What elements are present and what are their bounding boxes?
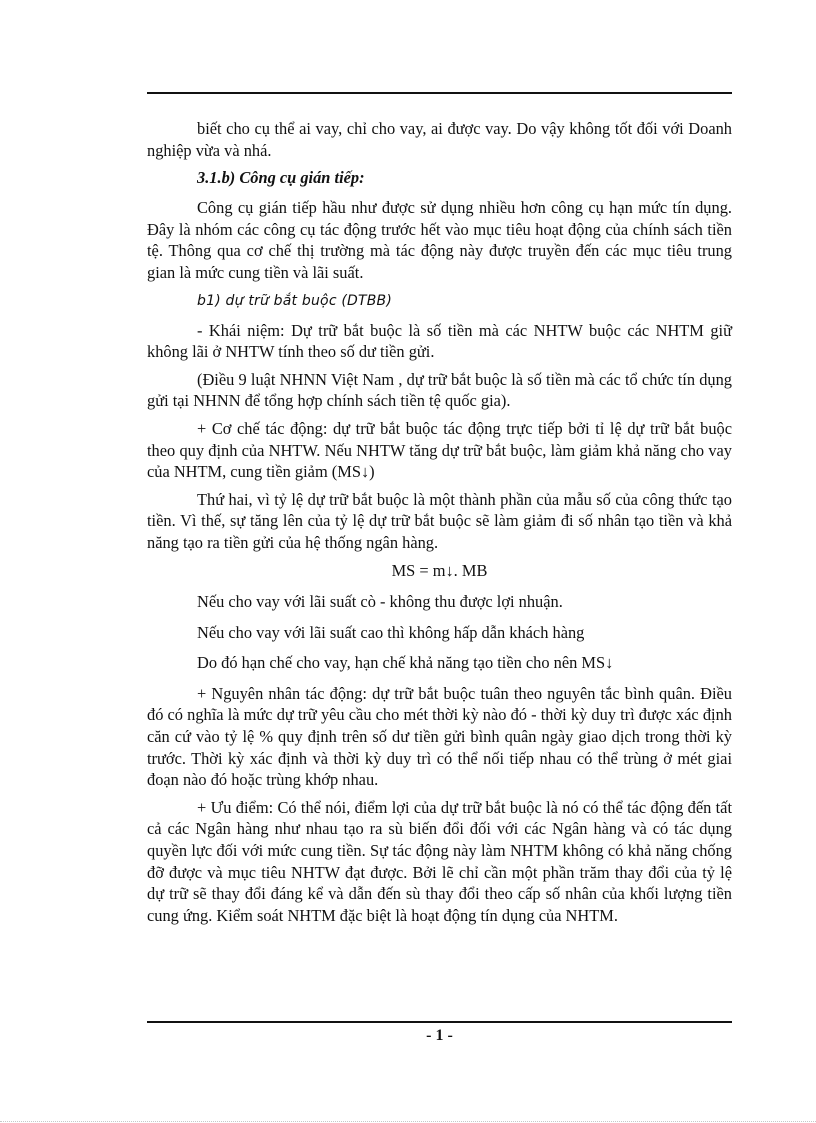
page-edge-divider xyxy=(0,1121,816,1122)
paragraph-advantages: + Ưu điểm: Có thể nói, điểm lợi của dự trữ bắt buộc là nó có thể tác động đến tất cả các Ngân hàng như nhau tạo ra sù biến đổi đối với các Ngân hàng và có tác dụng quyền lực đối với mức cung tiền. Sự tác động này làm NHTM không có khả năng chống đỡ được và mục tiêu NHTW đạt được. Bởi lẽ chỉ cần một phần trăm thay đổi của tỷ lệ dự trữ sẽ thay đổi đáng kể và dẫn đến sù thay đổi theo cấp số nhân của khối lượng tiền cung ứng. Kiểm soát NHTM đặc biệt là hoạt động tín dụng của NHTM. xyxy=(147,797,732,925)
paragraph-mechanism: + Cơ chế tác động: dự trữ bắt buộc tác động trực tiếp bởi tỉ lệ dự trữ bắt buộc theo quy định của NHTW. Nếu NHTW tăng dự trữ bắt buộc, làm giảm khả năng cho vay của NHTM, cung tiền giảm (MS↓) xyxy=(147,418,732,482)
paragraph-high-rate: Nếu cho vay với lãi suất cao thì không hấp dẫn khách hàng xyxy=(197,622,585,642)
section-heading: 3.1.b) Công cụ gián tiếp: xyxy=(197,168,365,188)
paragraph-conclusion: Do đó hạn chế cho vay, hạn chế khả năng tạo tiền cho nên MS↓ xyxy=(197,653,614,673)
paragraph-law-reference: (Điều 9 luật NHNN Việt Nam , dự trữ bắt buộc là số tiền mà các tổ chức tín dụng gửi tại NHNN để tổng hợp chính sách tiền tệ quốc gia). xyxy=(147,369,732,411)
paragraph-definition: - Khái niệm: Dự trữ bắt buộc là số tiền mà các NHTW buộc các NHTM giữ không lãi ở NHTW tính theo số dư tiền gửi. xyxy=(147,320,732,362)
page-body xyxy=(147,118,732,932)
paragraph-continuation: biết cho cụ thể ai vay, chỉ cho vay, ai được vay. Do vậy không tốt đối với Doanh nghiệp vừa và nhá. xyxy=(147,119,732,160)
header-rule xyxy=(147,92,732,94)
paragraph-second-point: Thứ hai, vì tỷ lệ dự trữ bắt buộc là một thành phần của mẫu số của công thức tạo tiền. Vì thế, sự tăng lên của tỷ lệ dự trữ bắt buộc sẽ làm giảm đi số nhân tạo tiền và khả năng tạo ra tiền gửi của hệ thống ngân hàng. xyxy=(147,489,732,552)
footer-rule xyxy=(147,1021,732,1023)
subsection-heading: b1) dự trữ bắt buộc (DTBB) xyxy=(197,292,393,309)
formula: MS = m↓. MB xyxy=(391,560,488,580)
paragraph-intro: Công cụ gián tiếp hầu như được sử dụng nhiều hơn công cụ hạn mức tín dụng. Đây là nhóm các công cụ tác động trước hết vào mục tiêu hoạt động của chính sách tiền tệ. Thông qua cơ chế thị trường mà tác động này được truyền đến các mục tiêu trung gian là mức cung tiền và lãi suất. xyxy=(147,198,732,282)
paragraph-cause: + Nguyên nhân tác động: dự trữ bắt buộc tuân theo nguyên tắc bình quân. Điều đó có nghĩa là mức dự trữ yêu cầu cho mét thời kỳ nào đó - thời kỳ duy trì được xác định căn cứ vào tỷ lệ % quy định trên số dư tiền gửi bình quân ngày giao dịch trong thời kỳ trước. Thời kỳ xác định và thời kỳ duy trì có thể nối tiếp nhau có thể trùng ở mét giai đoạn nào đó hoặc trùng khớp nhau. xyxy=(147,683,732,790)
page-number: - 1 - xyxy=(426,1027,453,1044)
paragraph-low-rate: Nếu cho vay với lãi suất cò - không thu được lợi nhuận. xyxy=(197,592,563,612)
